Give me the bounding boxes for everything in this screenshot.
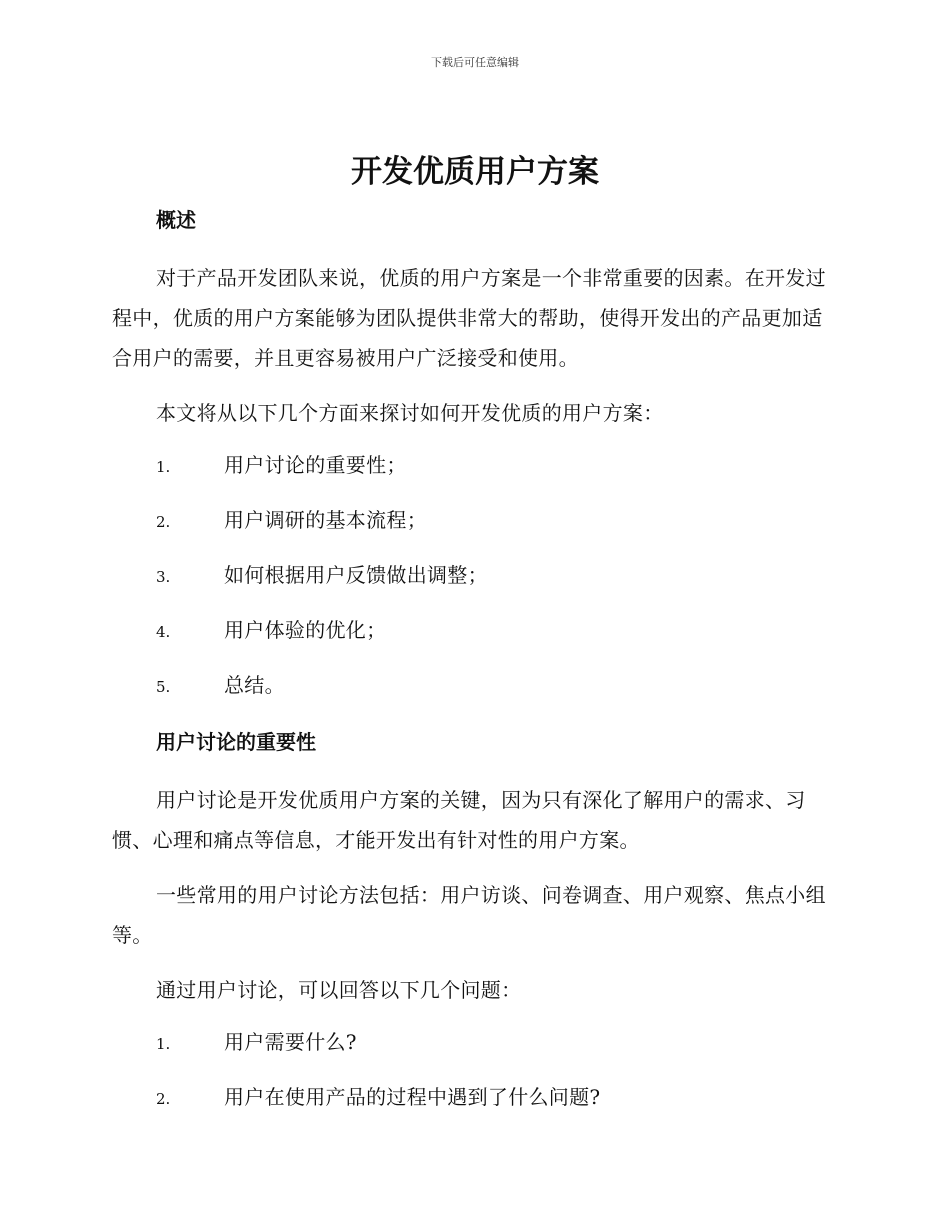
list-number: 1. (156, 1035, 171, 1053)
list-number: 5. (156, 678, 171, 696)
document-title: 开发优质用户方案 (351, 154, 599, 190)
list-text: 用户体验的优化； (224, 618, 387, 642)
list-item (112, 448, 834, 503)
overview-list (112, 448, 834, 723)
list-number: 2. (156, 1090, 171, 1108)
list-text: 用户在使用产品的过程中遇到了什么问题? (224, 1085, 601, 1109)
list-text: 用户需要什么? (224, 1030, 357, 1054)
list-text: 用户调研的基本流程； (224, 508, 427, 532)
section-heading-importance: 用户讨论的重要性 (156, 730, 316, 754)
list-item (112, 503, 834, 558)
list-item (112, 613, 834, 668)
list-text: 如何根据用户反馈做出调整； (224, 563, 488, 587)
list-number: 1. (156, 458, 171, 476)
list-item (112, 558, 834, 613)
paragraph: 本文将从以下几个方面来探讨如何开发优质的用户方案： (156, 401, 664, 425)
list-item (112, 1080, 834, 1135)
list-item (112, 668, 834, 723)
list-text: 用户讨论的重要性； (224, 453, 407, 477)
paragraph: 用户讨论是开发优质用户方案的关键，因为只有深化了解用户的需求、习惯、心理和痛点等信息，才能开发出有针对性的用户方案。 (112, 788, 806, 852)
list-number: 4. (156, 623, 171, 641)
page-header-note: 下载后可任意编辑 (431, 56, 519, 69)
list-number: 3. (156, 568, 171, 586)
list-text: 总结。 (224, 673, 285, 697)
paragraph: 对于产品开发团队来说，优质的用户方案是一个非常重要的因素。在开发过程中，优质的用户方案能够为团队提供非常大的帮助，使得开发出的产品更加适合用户的需要，并且更容易被用户广泛接受和使用。 (112, 266, 826, 370)
paragraph: 一些常用的用户讨论方法包括：用户访谈、问卷调查、用户观察、焦点小组等。 (112, 883, 826, 947)
importance-list (112, 1025, 834, 1135)
section-heading-overview: 概述 (156, 208, 196, 232)
paragraph: 通过用户讨论，可以回答以下几个问题： (156, 978, 522, 1002)
list-number: 2. (156, 513, 171, 531)
document-body (112, 203, 834, 1135)
list-item (112, 1025, 834, 1080)
